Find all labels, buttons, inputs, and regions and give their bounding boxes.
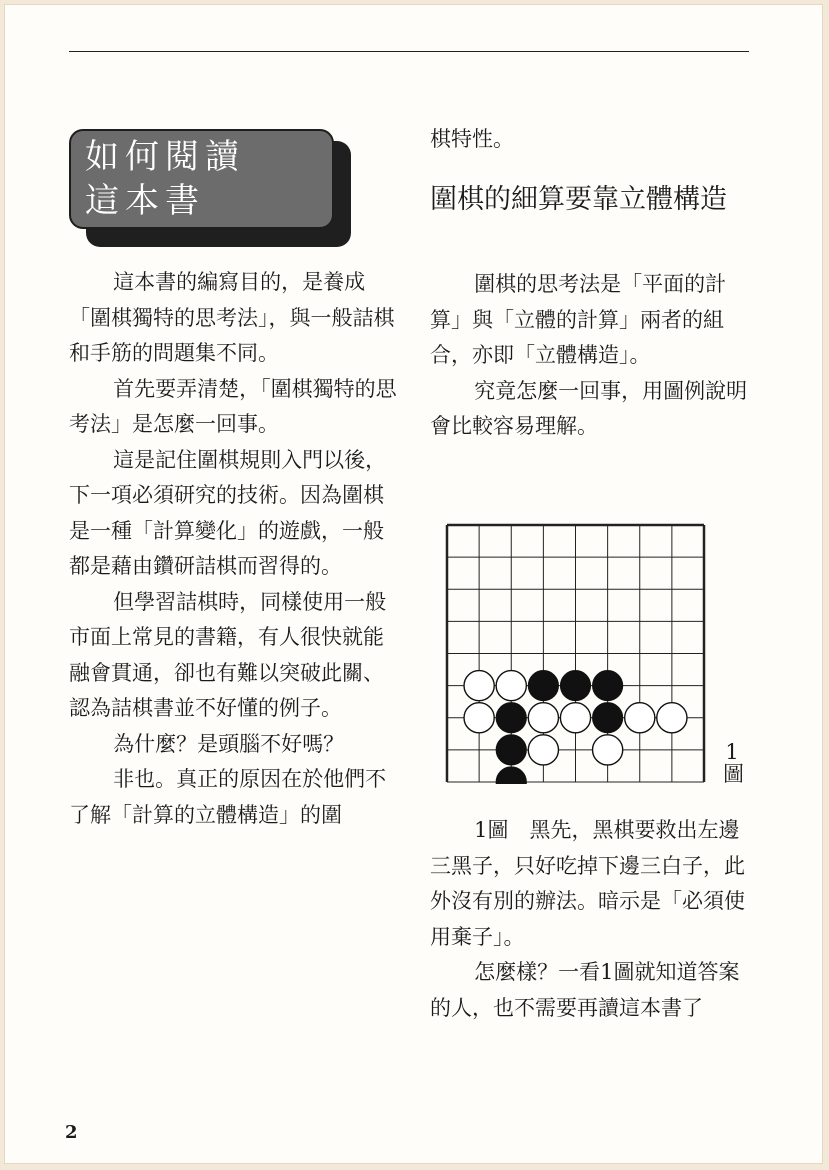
go-board-diagram [445, 523, 706, 784]
paragraph: 這是記住圍棋規則入門以後，下一項必須研究的技術。因為圍棋是一種「計算變化」的遊戲，一般都是藉由鑽研詰棋而習得的。 [69, 447, 387, 578]
white-stone [560, 703, 590, 733]
continued-paragraph: 棋特性。 [430, 127, 514, 151]
paragraph: 但學習詰棋時，同樣使用一般市面上常見的書籍，有人很快就能融會貫通，卻也有難以突破此關、認為詰棋書並不好懂的例子。 [69, 589, 387, 720]
black-stone [593, 671, 623, 701]
section-heading: 圍棋的細算要靠立體構造 [430, 184, 727, 215]
figure-label: 1圖 [723, 740, 744, 786]
right-text-column-bottom [430, 813, 750, 1026]
paragraph: 怎麼樣？一看1圖就知道答案的人，也不需要再讀這本書了 [430, 960, 740, 1020]
left-text-column [69, 265, 399, 833]
white-stone [496, 671, 526, 701]
paragraph: 首先要弄清楚，「圍棋獨特的思考法」是怎麼一回事。 [69, 376, 397, 436]
header-rule [69, 51, 749, 52]
book-page [4, 4, 823, 1164]
page-number: 2 [65, 1122, 78, 1143]
chapter-title-line-2: 這本書 [85, 181, 205, 221]
white-stone [464, 703, 494, 733]
black-stone [496, 703, 526, 733]
paragraph: 1圖 黑先，黑棋要救出左邊三黑子，只好吃掉下邊三白子，此外沒有別的辦法。暗示是「必須使用棄子」。 [430, 818, 745, 949]
paragraph: 圍棋的思考法是「平面的計算」與「立體的計算」兩者的組合，亦即「立體構造」。 [430, 272, 727, 367]
right-text-column-top [430, 122, 750, 158]
white-stone [528, 735, 558, 765]
title-box-face [69, 129, 334, 229]
white-stone [593, 735, 623, 765]
paragraph: 為什麼？是頭腦不好嗎？ [113, 731, 345, 756]
chapter-title-box [69, 129, 351, 247]
black-stone [496, 735, 526, 765]
black-stone [496, 767, 526, 784]
black-stone [560, 671, 590, 701]
white-stone [657, 703, 687, 733]
chapter-title-line-1: 如何閱讀 [85, 137, 245, 177]
paragraph: 非也。真正的原因在於他們不了解「計算的立體構造」的圍 [69, 767, 387, 827]
paragraph: 究竟怎麼一回事，用圖例說明會比較容易理解。 [430, 378, 748, 438]
white-stone [464, 671, 494, 701]
right-text-column-middle [430, 267, 750, 445]
black-stone [528, 671, 558, 701]
black-stone [593, 703, 623, 733]
paragraph: 這本書的編寫目的，是養成「圍棋獨特的思考法」，與一般詰棋和手筋的問題集不同。 [69, 270, 395, 365]
white-stone [625, 703, 655, 733]
white-stone [528, 703, 558, 733]
